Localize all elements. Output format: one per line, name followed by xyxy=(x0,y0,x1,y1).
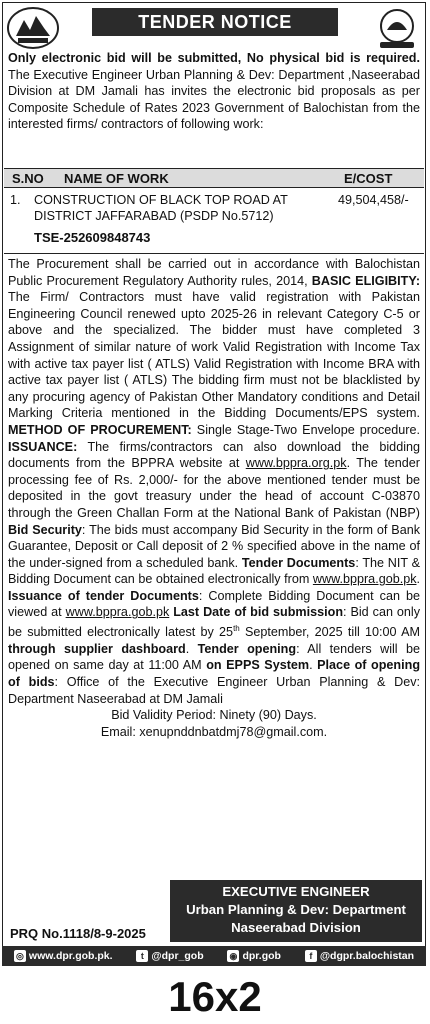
method-label: METHOD OF PROCUREMENT: xyxy=(8,422,192,437)
intro-paragraph xyxy=(8,50,420,133)
last-date-text: : Bid can only be submitted electronically latest by 25 xyxy=(8,605,421,640)
globe-icon: ◎ xyxy=(14,950,26,962)
instagram-icon: ◉ xyxy=(227,950,239,962)
docs-text: : The NIT & Bidding Document can be obtained electronically from xyxy=(8,555,420,587)
eps-label: on EPPS System xyxy=(206,658,310,673)
footer-facebook[interactable] xyxy=(305,946,414,966)
security-label: Bid Security xyxy=(8,522,82,537)
bppra-org-link[interactable]: www.bppra.org.pk xyxy=(245,456,347,471)
government-emblem-icon xyxy=(6,6,60,50)
row-cost: 49,504,458/- xyxy=(338,193,409,207)
last-date-text-2: September, 2025 till 10:00 AM xyxy=(239,625,420,640)
instagram-text: dpr.gob xyxy=(242,950,281,962)
prq-number: PRQ No.1118/8-9-2025 xyxy=(10,926,146,941)
intro-bold: Only electronic bid will be submitted, No physical bid is required. xyxy=(8,51,420,65)
basic-label: BASIC ELIGIBITY: xyxy=(311,273,421,288)
row-tse: TSE-252609848743 xyxy=(34,230,151,245)
col-name: NAME OF WORK xyxy=(64,171,169,186)
col-sno: S.NO xyxy=(12,171,44,186)
signature-line-3: Naseerabad Division xyxy=(231,920,361,935)
footer-bar xyxy=(2,946,426,966)
intro-text: The Executive Engineer Urban Planning & Dev: Department ,Naseerabad Division at DM Jamali has invites the electronic bid proposals as per Composite Schedule of Rates 2023 Government of Balochistan from the interested firms/ contractors of following work: xyxy=(8,67,420,132)
issuance-docs-label: Issuance of tender Documents xyxy=(8,588,199,603)
ad-size-label: 16x2 xyxy=(168,973,262,1020)
row-name: CONSTRUCTION OF BLACK TOP ROAD AT DISTRICT JAFFARABAD (PSDP No.5712) xyxy=(34,193,288,224)
last-date-sup: th xyxy=(233,624,240,634)
row-sno: 1. xyxy=(10,193,21,207)
footer-twitter[interactable] xyxy=(136,946,203,966)
dashboard-label: through supplier dashboard xyxy=(8,641,186,656)
last-date-label: Last Date of bid submission xyxy=(169,605,344,620)
twitter-text: @dpr_gob xyxy=(151,950,204,962)
eps-text: . xyxy=(309,658,318,673)
method-text: Single Stage-Two Envelope procedure. xyxy=(191,422,420,437)
notice-header xyxy=(6,4,424,50)
signature-line-1: EXECUTIVE ENGINEER xyxy=(222,884,370,899)
signature-block xyxy=(170,880,422,942)
place-label: Place of opening of bids xyxy=(8,658,421,690)
docs-label: Tender Documents xyxy=(241,555,356,570)
issuance-text: The firms/contractors can also download the bidding documents from the BPPRA website at xyxy=(8,439,420,471)
docs-text-2: . xyxy=(416,572,420,587)
facebook-text: @dgpr.balochistan xyxy=(319,950,415,962)
facebook-icon: f xyxy=(305,950,317,962)
dashboard-text: . xyxy=(185,641,198,656)
opening-text: : All tenders will be opened on same day at 11:00 AM xyxy=(8,641,420,673)
basic-text: The Firm/ Contractors must have valid registration with Pakistan Engineering Council renewed upto 2025-26 in relevant Category C-5 or above and the specialized. The bidder must have completed 3 Assignment of similar nature of work Valid Registration with Income Tax with active tax payer list ( ATLS) Valid Registration with Income BRA with active tax payer list ( ATLS) The bidding firm must not be blacklisted by any procuring agency of Pakistan Other Mandatory conditions and Detail Marking Criteria mentioned in the Bidding Documents/EPS system. xyxy=(8,290,420,421)
website-text: www.dpr.gob.pk. xyxy=(28,950,113,962)
issuance-docs-text: : Complete Bidding Document can be viewed at xyxy=(8,588,420,620)
email-line: Email: xenupnddnbatdmj78@gmail.com. xyxy=(100,724,328,739)
page-title: TENDER NOTICE xyxy=(92,8,338,36)
security-text: : The bids must accompany Bid Security in the form of Bank Guarantee, Deposit or Call deposit of 2 % specified above in the name of the under-signed from a scheduled bank. xyxy=(8,522,420,570)
issuance-label: ISSUANCE: xyxy=(8,439,78,454)
work-table-header xyxy=(4,168,424,188)
signature-line-2: Urban Planning & Dev: Department xyxy=(186,902,406,917)
footer-website[interactable] xyxy=(14,946,113,966)
procurement-text: The Procurement shall be carried out in accordance with Balochistan Public Procurement Regulatory Authority rules, 2014, xyxy=(8,257,420,288)
bppra-gob-link-2[interactable]: www.bppra.gob.pk xyxy=(65,605,170,620)
validity-line: Bid Validity Period: Ninety (90) Days. xyxy=(111,708,317,723)
col-cost: E/COST xyxy=(344,171,393,186)
bppra-gob-link[interactable]: www.bppra.gob.pk xyxy=(312,572,417,587)
twitter-icon: t xyxy=(136,950,148,962)
main-body xyxy=(8,256,420,740)
footer-instagram[interactable] xyxy=(227,946,281,966)
opening-label: Tender opening xyxy=(197,641,297,656)
divider xyxy=(4,253,424,254)
issuance-text-2: . The tender processing fee of Rs. 2,000/- for the above mentioned tender must be deposited in the govt treasury under the head of account C-03870 through the Green Challan Form at the National Bank of Pakistan (NBP) xyxy=(8,456,420,520)
place-text: : Office of the Executive Engineer Urban Planning & Dev: Department Naseerabad at DM Jamali xyxy=(8,675,420,706)
balochistan-logo-icon xyxy=(370,6,424,50)
